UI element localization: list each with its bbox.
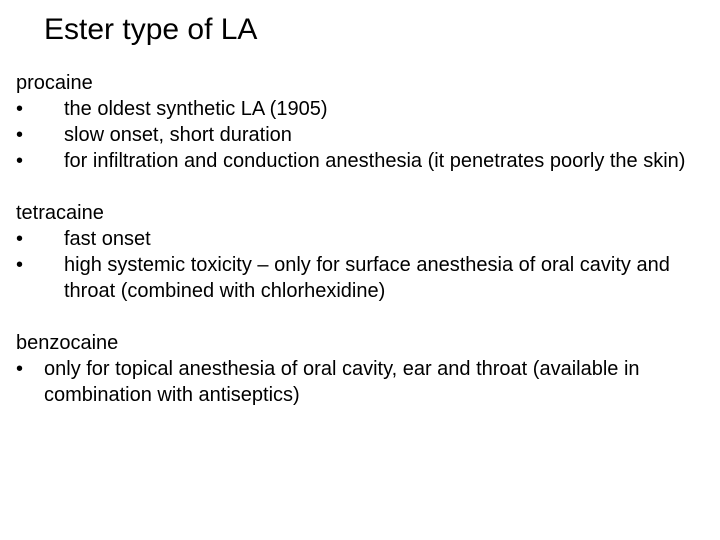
bullet-text: high systemic toxicity – only for surface anesthesia of oral cavity and throat (combined with chlorhexidine) — [64, 254, 670, 302]
bullet-item — [16, 226, 706, 252]
bullet-dot-icon: • — [16, 150, 24, 172]
slide-title: Ester type of LA — [44, 13, 258, 46]
bullet-dot-icon: • — [16, 124, 24, 146]
bullet-text: slow onset, short duration — [64, 124, 292, 146]
bullet-dot-icon: • — [16, 228, 24, 250]
bullet-item — [16, 148, 706, 174]
section-benzocaine — [16, 330, 706, 408]
drug-name-benzocaine: benzocaine — [16, 332, 119, 354]
drug-name-procaine: procaine — [16, 72, 93, 94]
bullet-dot-icon: • — [16, 98, 24, 120]
section-procaine — [16, 70, 706, 174]
section-tetracaine — [16, 200, 706, 304]
bullet-dot-icon: • — [16, 358, 24, 380]
bullet-text: fast onset — [64, 228, 151, 250]
slide-content — [16, 70, 706, 408]
bullet-list-benzocaine — [16, 356, 706, 408]
bullet-list-tetracaine — [16, 226, 706, 304]
bullet-item — [16, 356, 706, 408]
bullet-text: only for topical anesthesia of oral cavity, ear and throat (available in combination with antiseptics) — [44, 358, 640, 406]
bullet-text: the oldest synthetic LA (1905) — [64, 98, 328, 120]
bullet-item — [16, 96, 706, 122]
bullet-item — [16, 252, 706, 304]
bullet-text: for infiltration and conduction anesthesia (it penetrates poorly the skin) — [64, 150, 686, 172]
bullet-dot-icon: • — [16, 254, 24, 276]
bullet-item — [16, 122, 706, 148]
bullet-list-procaine — [16, 96, 706, 174]
drug-name-tetracaine: tetracaine — [16, 202, 104, 224]
